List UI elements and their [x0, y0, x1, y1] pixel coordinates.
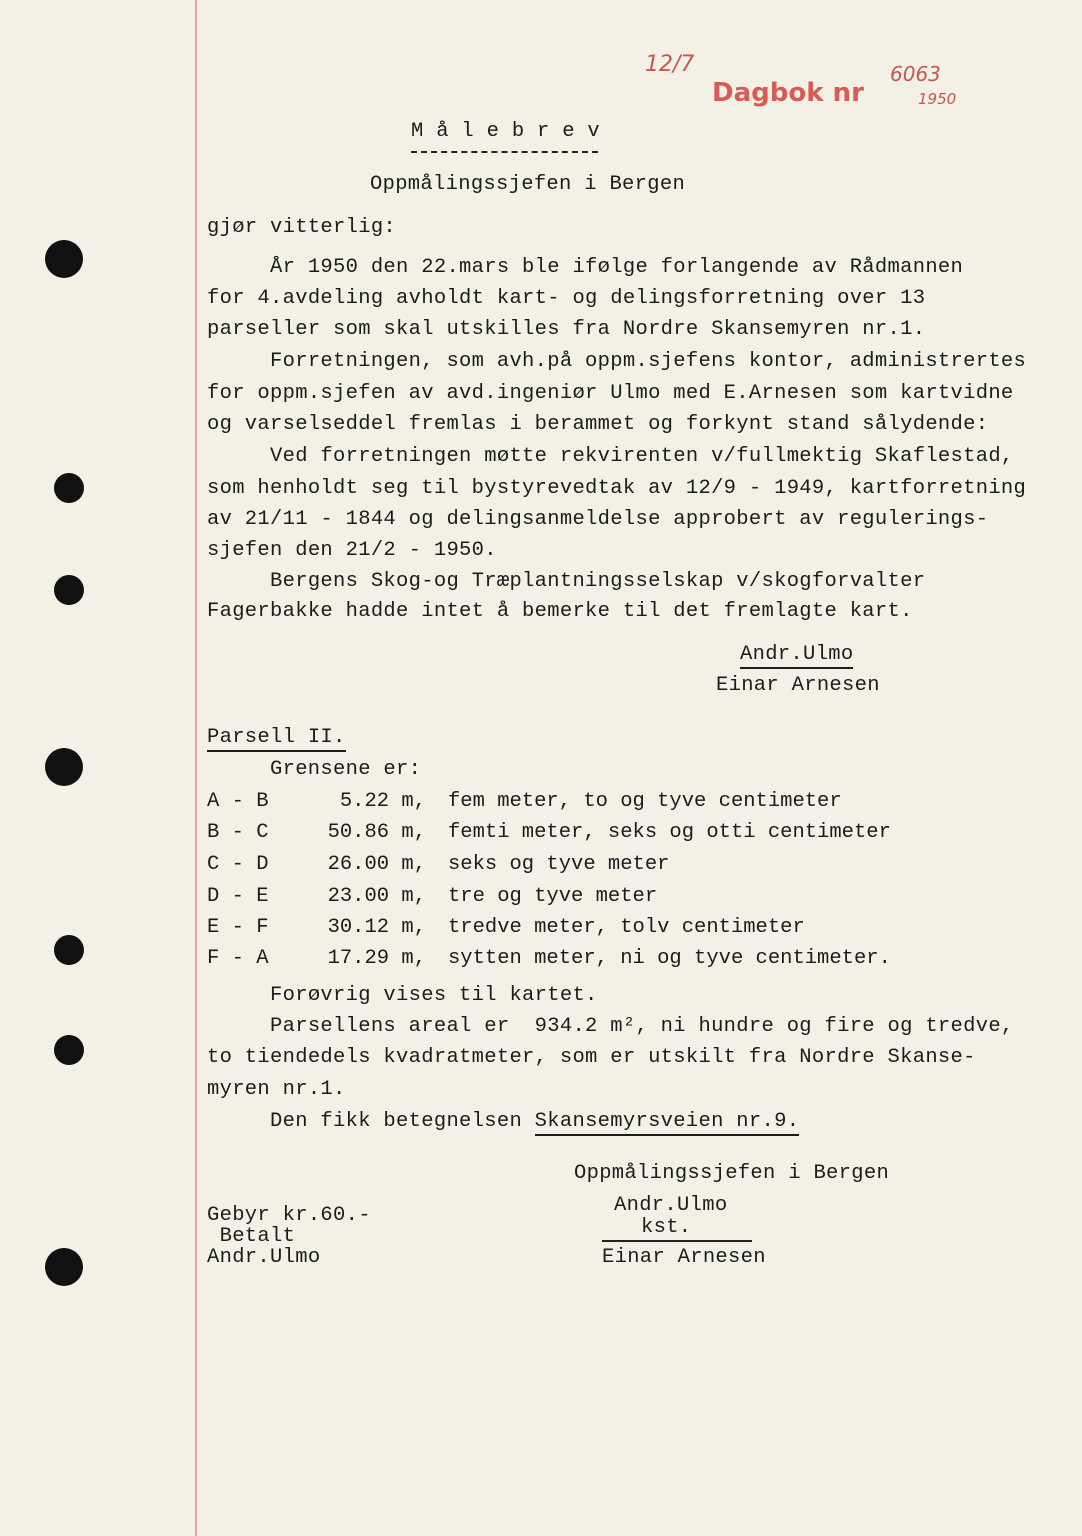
- boundary-segment: E - F: [207, 916, 269, 939]
- body-line: som henholdt seg til bystyrevedtak av 12/9 - 1949, kartforretning: [207, 477, 1027, 500]
- parcel-title: Parsell II.: [207, 726, 346, 749]
- footer-office: Oppmålingssjefen i Bergen: [574, 1162, 890, 1185]
- boundary-segment: A - B: [207, 790, 269, 813]
- document-title: M å l e b r e v: [411, 120, 601, 143]
- boundary-segment: B - C: [207, 821, 269, 844]
- punch-hole: [54, 1035, 84, 1065]
- parcel-designation: Skansemyrsveien nr.9.: [535, 1110, 800, 1136]
- body-line: av 21/11 - 1844 og delingsanmeldelse approbert av regulerings-: [207, 508, 989, 531]
- boundary-length: 50.86 m,: [327, 821, 426, 844]
- title-underline: [411, 151, 598, 153]
- margin-rule: [195, 0, 197, 1536]
- boundary-words: tre og tyve meter: [448, 885, 658, 908]
- stamp-number: 6063: [890, 62, 941, 86]
- intro-text: gjør vitterlig:: [207, 216, 397, 239]
- boundary-words: tredve meter, tolv centimeter: [448, 916, 805, 939]
- fee-text: Gebyr kr.60.-: [207, 1204, 371, 1227]
- boundary-segment: F - A: [207, 947, 269, 970]
- body-line: Ved forretningen møtte rekvirenten v/fullmektig Skaflestad,: [207, 445, 1014, 468]
- issuer-heading: Oppmålingssjefen i Bergen: [370, 173, 686, 196]
- boundary-length: 30.12 m,: [327, 916, 426, 939]
- boundary-length: 23.00 m,: [327, 885, 426, 908]
- boundary-words: femti meter, seks og otti centimeter: [448, 821, 891, 844]
- punch-hole: [45, 1248, 83, 1286]
- punch-hole: [54, 575, 84, 605]
- punch-hole: [45, 748, 83, 786]
- boundary-words: seks og tyve meter: [448, 853, 670, 876]
- designation-line: Den fikk betegnelsen Skansemyrsveien nr.9.: [207, 1110, 799, 1133]
- body-line: og varselseddel fremlas i berammet og forkynt stand sålydende:: [207, 413, 989, 436]
- boundary-segment: D - E: [207, 885, 269, 908]
- closing-line: Forøvrig vises til kartet.: [207, 984, 598, 1007]
- boundary-heading: Grensene er:: [270, 758, 422, 781]
- boundary-length: 26.00 m,: [327, 853, 426, 876]
- stamp-label: Dagbok nr: [712, 78, 864, 108]
- boundary-length: 17.29 m,: [327, 947, 426, 970]
- boundary-words: sytten meter, ni og tyve centimeter.: [448, 947, 891, 970]
- punch-hole: [54, 935, 84, 965]
- footer-witness: Einar Arnesen: [602, 1246, 766, 1269]
- boundary-segment: C - D: [207, 853, 269, 876]
- body-line: Fagerbakke hadde intet å bemerke til det fremlagte kart.: [207, 600, 913, 623]
- body-line: for oppm.sjefen av avd.ingeniør Ulmo med E.Arnesen som kartvidne: [207, 382, 1014, 405]
- closing-line: myren nr.1.: [207, 1078, 346, 1101]
- body-line: Bergens Skog-og Træplantningsselskap v/skogforvalter: [207, 570, 926, 593]
- footer-signer: Andr.Ulmo: [614, 1194, 728, 1217]
- signature-arnesen: Einar Arnesen: [716, 674, 880, 697]
- signature-ulmo: Andr.Ulmo: [740, 643, 853, 666]
- stamp-date: 12/7: [645, 52, 695, 77]
- boundary-length: 5.22 m,: [339, 790, 426, 813]
- paid-text: Betalt: [207, 1225, 296, 1248]
- body-line: parseller som skal utskilles fra Nordre Skansemyren nr.1.: [207, 318, 926, 341]
- closing-line: to tiendedels kvadratmeter, som er utskilt fra Nordre Skanse-: [207, 1046, 976, 1069]
- stamp-year: 1950: [918, 90, 957, 108]
- boundary-words: fem meter, to og tyve centimeter: [448, 790, 842, 813]
- body-line: for 4.avdeling avholdt kart- og delingsforretning over 13: [207, 287, 926, 310]
- punch-hole: [45, 240, 83, 278]
- body-line: sjefen den 21/2 - 1950.: [207, 539, 497, 562]
- signature-line: [602, 1240, 752, 1242]
- closing-line: Parsellens areal er 934.2 m², ni hundre og fire og tredve,: [207, 1015, 1014, 1038]
- body-line: År 1950 den 22.mars ble ifølge forlangende av Rådmannen: [207, 256, 964, 279]
- footer-kst: kst.: [641, 1216, 692, 1239]
- paid-by-text: Andr.Ulmo: [207, 1246, 321, 1269]
- punch-hole: [54, 473, 84, 503]
- body-line: Forretningen, som avh.på oppm.sjefens kontor, administrertes: [207, 350, 1027, 373]
